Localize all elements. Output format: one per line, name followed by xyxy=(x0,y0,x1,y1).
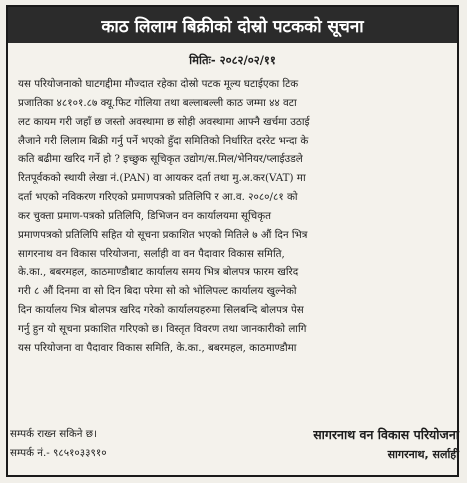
footer-right xyxy=(229,425,459,465)
contact-number: सम्पर्क नं.- ९८५१०३३९१० xyxy=(10,447,107,459)
body-line: यस परियोजनाको घाटगद्दीमा मौज्दात रहेका दोस्रो पटक मूल्य घटाईएका टिक xyxy=(18,78,299,90)
closing-line: सम्पर्क राख्न सकिने छ। xyxy=(10,428,97,440)
body-line: के.का., बबरमहल, काठमाण्डौबाट कार्यालय समय भित्र बोलपत्र फारम खरिद xyxy=(18,266,299,279)
body-line: दर्ता भएको नविकरण गरिएको प्रमाणपत्रको प्रतिलिपि र आ.व. २०८०/८१ को xyxy=(18,191,298,204)
body-line: प्रमाणपत्रको प्रतिलिपि सहित यो सूचना प्रकाशित भएको मितिले ७ औं दिन भित्र xyxy=(18,228,308,241)
tender-notice xyxy=(6,5,459,477)
body-line: यस परियोजना वा पैदावार विकास समिति, के.का., बबरमहल, काठमाण्डौमा xyxy=(18,341,297,354)
body-line: दिन कार्यालय भित्र बोलपत्र खरिद गरेको कार्यालयहरुमा सिलबन्दि बोलपत्र पेस xyxy=(18,304,304,317)
body-line: सागरनाथ वन विकास परियोजना, सर्लाही वा वन पैदावार विकास समिति, xyxy=(18,247,285,260)
footer-left xyxy=(10,425,210,463)
body-line: रितपूर्वकको स्थायी लेखा नं.(PAN) वा आयकर दर्ता तथा मु.अ.कर(VAT) मा xyxy=(18,172,306,185)
notice-date: मितिः- २०८२/०२/११ xyxy=(189,53,276,67)
body-line: कर चुक्ता प्रमाण-पत्रको प्रतिलिपि, डिभिजन वन कार्यालयमा सूचिकृत xyxy=(18,209,271,222)
body-line: गर्नु हुन यो सूचना प्रकाशित गरिएको छ। विस्तृत विवरण तथा जानकारीको लागि xyxy=(18,322,307,335)
organization-location: सागरनाथ, सर्लाही xyxy=(387,448,459,461)
body-line: कति बढीमा खरिद गर्ने हो ? इच्छुक सूचिकृत उद्योग/स.मिल/भेनियर/प्लाईउडले xyxy=(18,153,303,166)
body-line: लट कायम गरी जहाँ छ जस्तो अवस्थामा छ सोही अवस्थामा आफ्नै खर्चमा उठाई xyxy=(18,115,310,128)
body-line: प्रजातिका ४८१०१.८७ क्यू.फिट गोलिया तथा बल्लाबल्ली काठ जम्मा ४४ वटा xyxy=(18,96,297,109)
notice-body xyxy=(18,75,448,358)
body-line: गरी ८ औं दिनमा वा सो दिन बिदा परेमा सो को भोलिपल्ट कार्यालय खुल्नेको xyxy=(18,285,297,298)
body-line: लैजाने गरी लिलाम बिक्री गर्नु पर्ने भएको हुँदा समितिको निर्धारित दररेट भन्दा के xyxy=(18,134,309,147)
organization-name: सागरनाथ वन विकास परियोजना xyxy=(313,427,459,442)
notice-title: काठ लिलाम बिक्रीको दोस्रो पटकको सूचना xyxy=(8,7,457,43)
